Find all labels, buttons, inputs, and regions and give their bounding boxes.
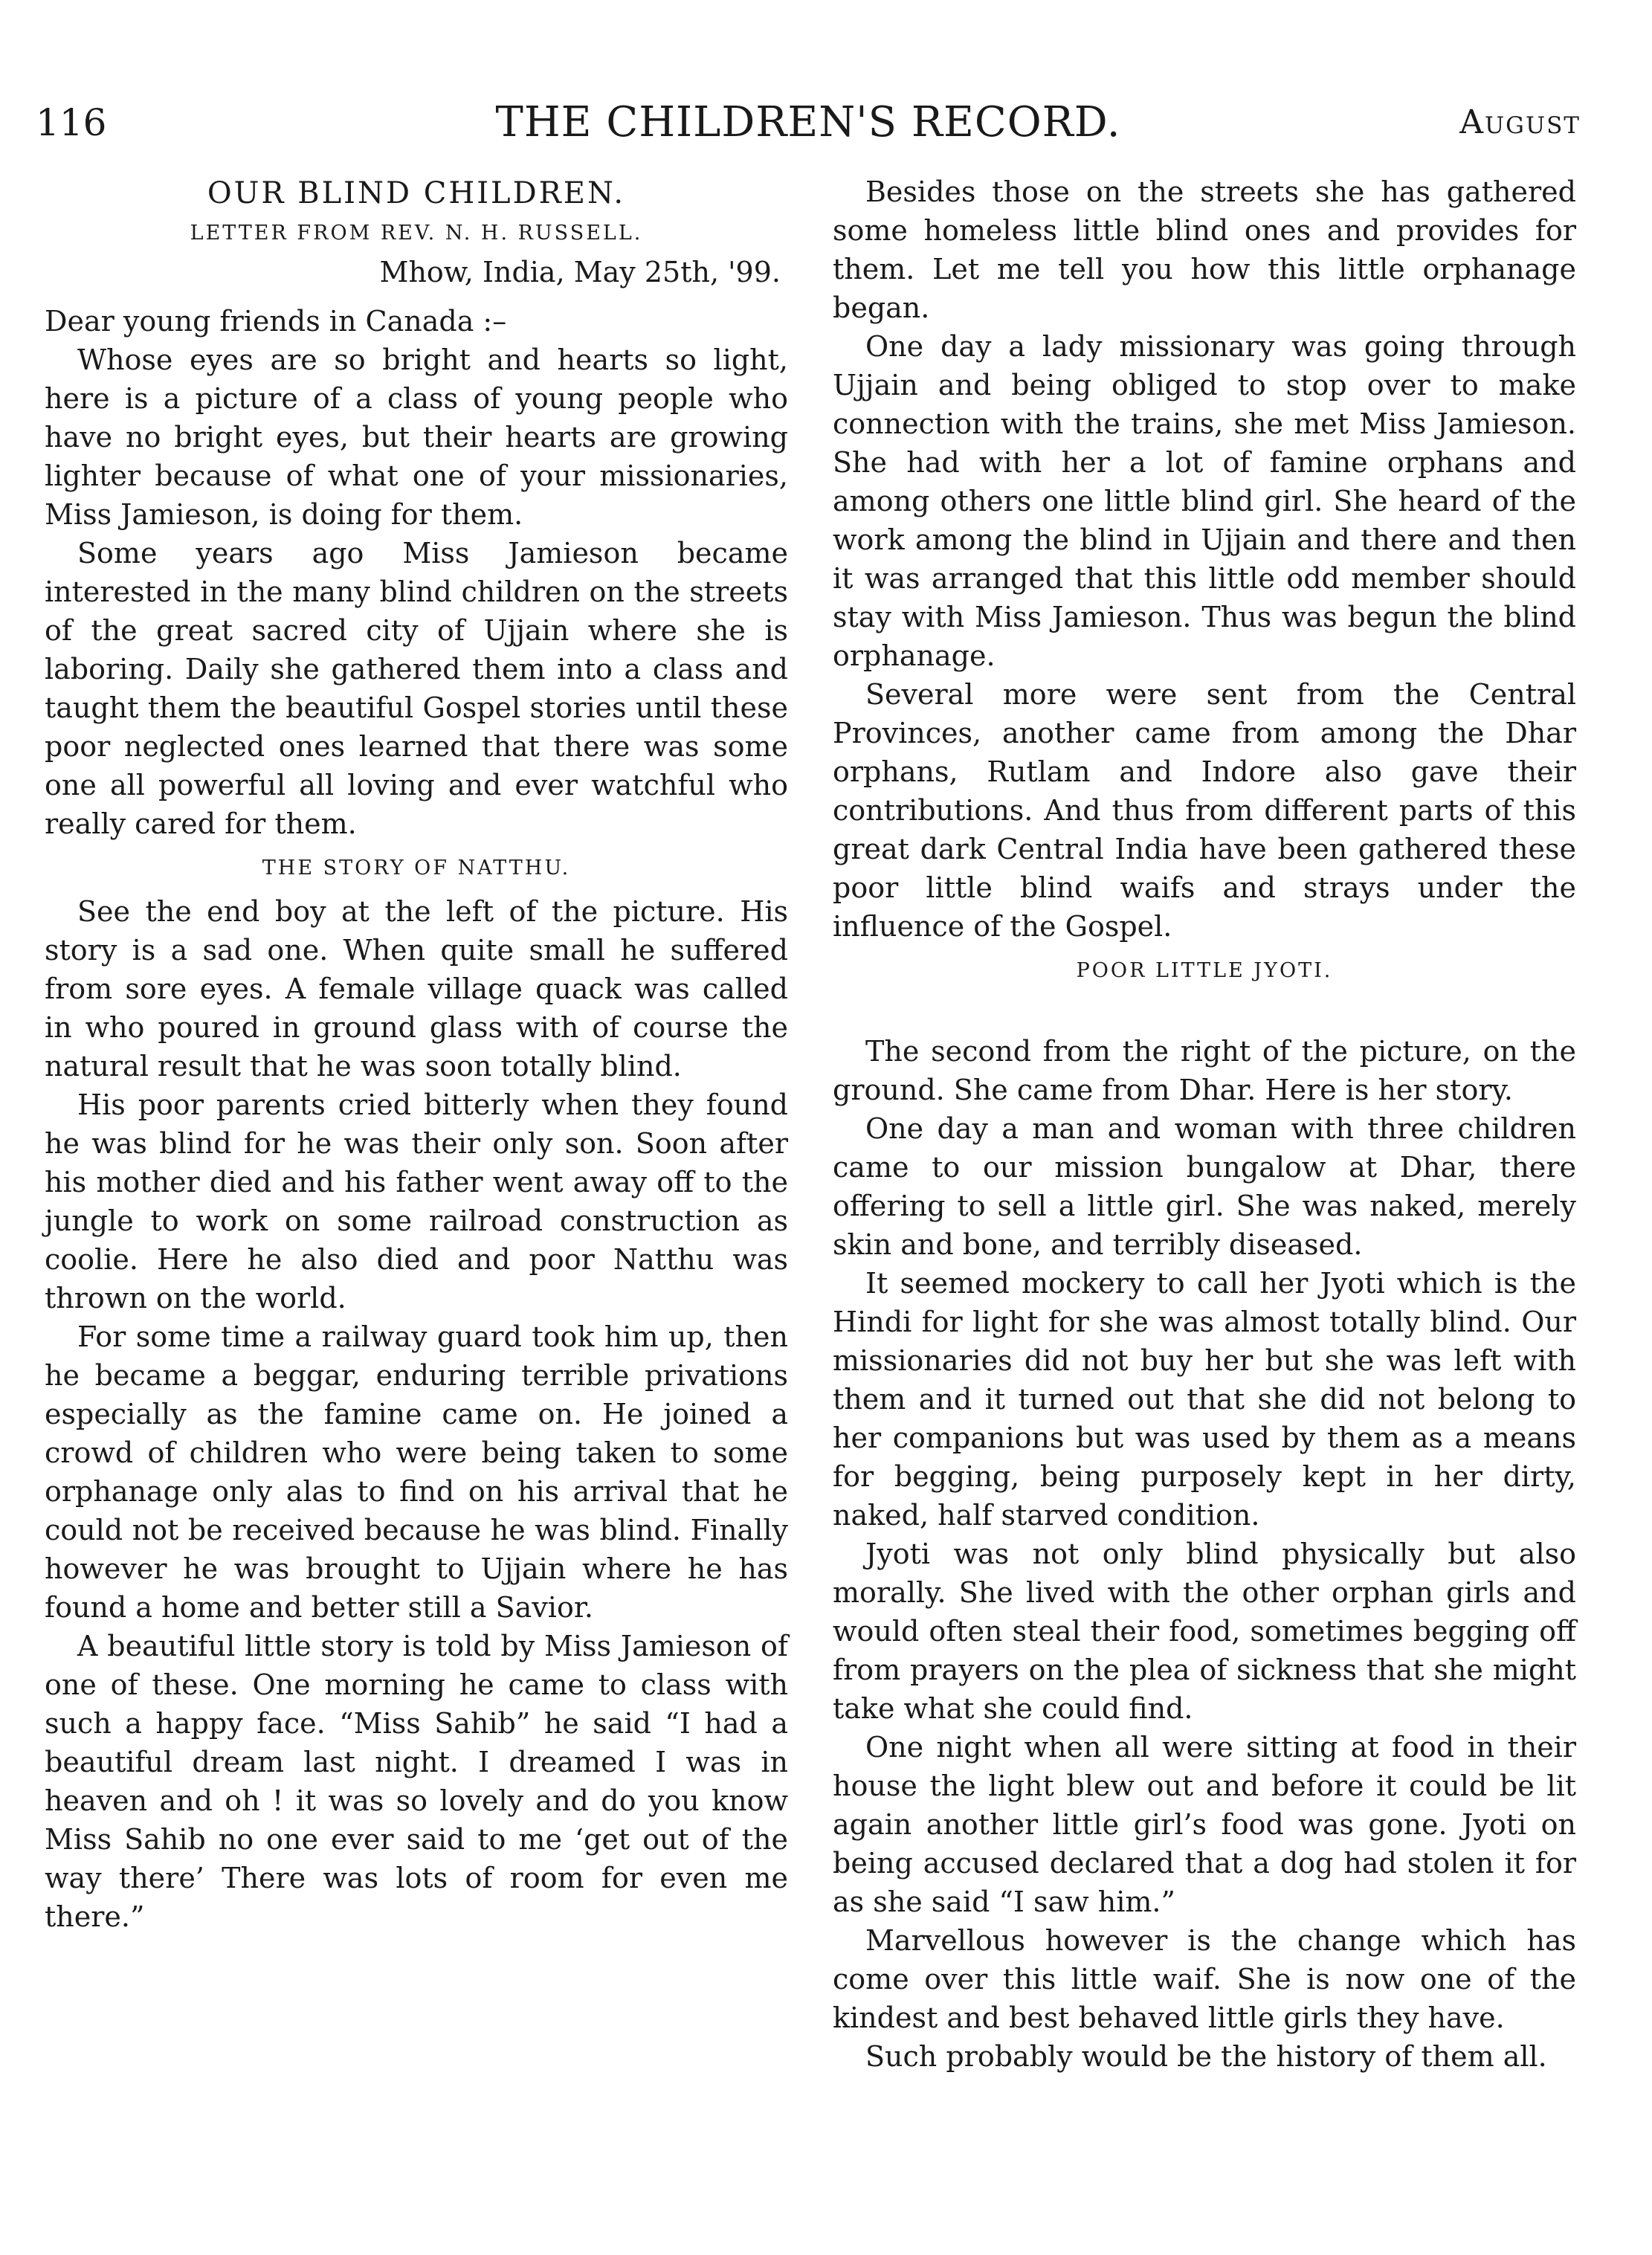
paragraph: It seemed mockery to call her Jyoti which is the Hindi for light for she was almost totally blind. Our missionaries did not buy her but she was left with them and it turned out that she did not belong to her companions but was used by them as a means for begging, being purposely kept in her dirty, naked, half starved condition. xyxy=(833,1267,1576,1532)
page-number: 116 xyxy=(36,101,107,144)
article-byline: LETTER FROM REV. N. H. RUSSELL. xyxy=(190,222,643,245)
paragraph: Besides those on the streets she has gathered some homeless little blind ones and provides for them. Let me tell you how this little orphanage began. xyxy=(833,175,1576,324)
paragraph: Some years ago Miss Jamieson became interested in the many blind children on the streets of the great sacred city of Ujjain where she is laboring. Daily she gathered them into a class and taught them the beautiful Gospel stories until these poor neglected ones learned that there was some one all powerful all loving and ever watchful who really cared for them. xyxy=(45,537,788,840)
header-month: August xyxy=(1459,103,1581,141)
right-column xyxy=(833,172,1576,2076)
paragraph: Such probably would be the history of them all. xyxy=(865,2040,1547,2073)
paragraph: See the end boy at the left of the picture. His story is a sad one. When quite small he suffered from sore eyes. A female village quack was called in who poured in ground glass with of course the natural result that he was soon totally blind. xyxy=(45,895,788,1083)
spacer xyxy=(833,995,1576,1032)
paragraph: A beautiful little story is told by Miss Jamieson of one of these. One morning he came to class with such a happy face. “Miss Sahib” he said “I had a beautiful dream last night. I dreamed I was in heaven and oh ! it was so lovely and do you know Miss Sahib no one ever said to me ‘get out of the way there’ There was lots of room for even me there.” xyxy=(45,1630,788,1933)
paragraph: One day a man and woman with three children came to our mission bungalow at Dhar, there offering to sell a little girl. She was naked, merely skin and bone, and terribly diseased. xyxy=(833,1112,1576,1261)
section-heading-jyoti: POOR LITTLE JYOTI. xyxy=(1076,959,1333,982)
left-column xyxy=(45,172,788,1936)
paragraph: His poor parents cried bitterly when they found he was blind for he was their only son. Soon after his mother died and his father went away off to the jungle to work on some railroad construction as coolie. Here he also died and poor Natthu was thrown on the world. xyxy=(45,1088,788,1314)
paragraph: Jyoti was not only blind physically but also morally. She lived with the other orphan girls and would often steal their food, sometimes begging off from prayers on the plea of sickness that she might take what she could find. xyxy=(833,1538,1576,1725)
paragraph: Several more were sent from the Central Provinces, another came from among the Dhar orphans, Rutlam and Indore also gave their contributions. And thus from different parts of this great dark Central India have been gathered these poor little blind waifs and strays under the influence of the Gospel. xyxy=(833,678,1576,943)
article-title: OUR BLIND CHILDREN. xyxy=(207,176,626,210)
paragraph: One night when all were sitting at food in their house the light blew out and before it could be lit again another little girl’s food was gone. Jyoti on being accused declared that a dog had stolen it for as she said “I saw him.” xyxy=(833,1731,1576,1918)
article-dateline: Mhow, India, May 25th, '99. xyxy=(379,256,781,288)
paragraph: The second from the right of the picture, on the ground. She came from Dhar. Here is her story. xyxy=(833,1035,1576,1106)
journal-title: THE CHILDREN'S RECORD. xyxy=(495,98,1121,146)
section-heading-natthu: THE STORY OF NATTHU. xyxy=(262,856,571,880)
running-header xyxy=(36,97,1581,149)
paragraph: For some time a railway guard took him up, then he became a beggar, enduring terrible privations especially as the famine came on. He joined a crowd of children who were being taken to some orphanage only alas to find on his arrival that he could not be received because he was blind. Finally however he was brought to Ujjain where he has found a home and better still a Savior. xyxy=(45,1320,788,1624)
salutation: Dear young friends in Canada :– xyxy=(45,305,507,338)
paragraph: One day a lady missionary was going through Ujjain and being obliged to stop over to make connection with the trains, she met Miss Jamieson. She had with her a lot of famine orphans and among others one little blind girl. She heard of the work among the blind in Ujjain and there and then it was arranged that this little odd member should stay with Miss Jamieson. Thus was begun the blind orphanage. xyxy=(833,330,1576,672)
paragraph: Marvellous however is the change which has come over this little waif. She is now one of the kindest and best behaved little girls they have. xyxy=(833,1924,1576,2034)
paragraph: Whose eyes are so bright and hearts so light, here is a picture of a class of young people who have no bright eyes, but their hearts are growing lighter because of what one of your missionaries, Miss Jamieson, is doing for them. xyxy=(45,343,788,531)
